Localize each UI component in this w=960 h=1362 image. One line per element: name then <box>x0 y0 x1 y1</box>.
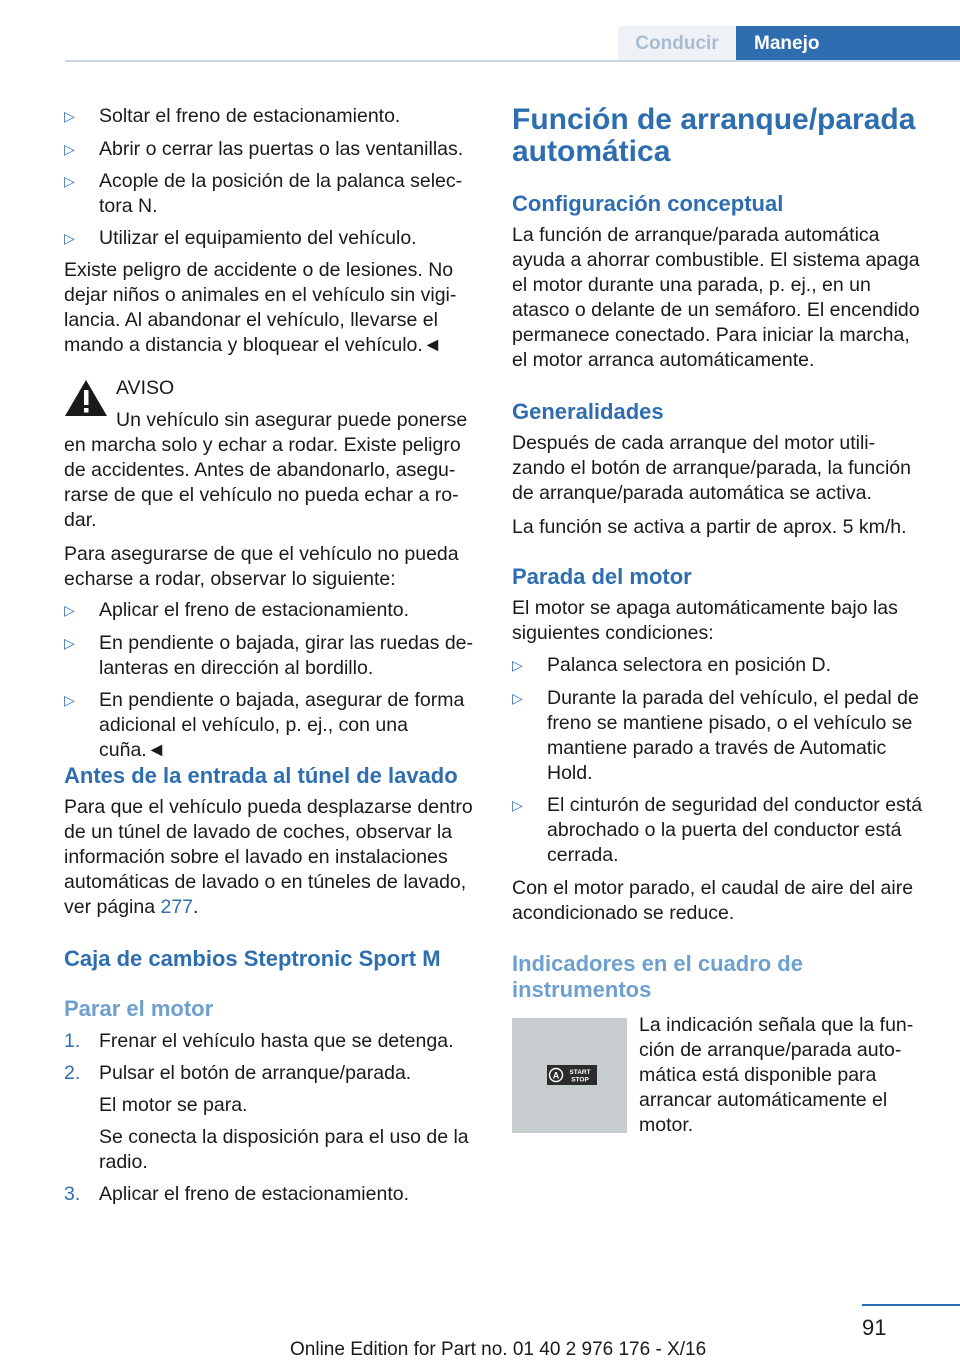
list-item: ▷ En pendiente o bajada, girar las ruedas de‐lanteras en dirección al bordillo. <box>64 632 474 679</box>
list-item: ▷ Aplicar el freno de estacionamiento. <box>64 599 410 621</box>
svg-text:A: A <box>552 1070 560 1081</box>
warning-title: AVISO <box>116 377 175 399</box>
triangle-bullet-icon: ▷ <box>64 635 75 651</box>
paragraph: La indicación señala que la fun‐ción de arranque/parada auto‐mática está disponible para arrancar automáticamente el motor. <box>639 1014 914 1136</box>
auto-start-stop-icon <box>547 1065 597 1085</box>
header-rule <box>65 60 960 62</box>
triangle-bullet-icon: ▷ <box>64 141 75 157</box>
subsection-heading: Indicadores en el cuadro de instrumentos <box>512 951 803 1002</box>
svg-text:START: START <box>569 1069 591 1076</box>
header-tab-manejo[interactable]: Manejo <box>736 26 960 62</box>
instrument-indicator-image <box>512 1018 627 1133</box>
section-heading: Configuración conceptual <box>512 191 784 216</box>
triangle-bullet-icon: ▷ <box>64 602 75 618</box>
paragraph: La función se activa a partir de aprox. 5 km/h. <box>512 516 907 538</box>
step-note: El motor se para. <box>99 1094 248 1116</box>
triangle-bullet-icon: ▷ <box>64 108 75 124</box>
list-item: ▷ Abrir o cerrar las puertas o las ventanillas. <box>64 138 464 160</box>
paragraph: El motor se apaga automáticamente bajo las siguientes condiciones: <box>512 597 898 644</box>
triangle-bullet-icon: ▷ <box>64 230 75 246</box>
list-item: 3. Aplicar el freno de estacionamiento. <box>64 1183 410 1205</box>
list-item: 2. Pulsar el botón de arranque/parada. <box>64 1062 412 1084</box>
list-item: ▷ En pendiente o bajada, asegurar de forma adicional el vehículo, p. ej., con una cuña.◄ <box>64 689 465 761</box>
section-heading: Generalidades <box>512 399 664 424</box>
triangle-bullet-icon: ▷ <box>512 657 523 673</box>
footer-edition: Online Edition for Part no. 01 40 2 976 176 - X/16 <box>290 1339 707 1360</box>
list-item: ▷ Utilizar el equipamiento del vehículo. <box>64 227 417 249</box>
paragraph: Existe peligro de accidente o de lesiones. No dejar niños o animales en el vehículo sin vigi‐lancia. Al abandonar el vehículo, llevarse el mando a distancia y bloquear el vehículo.◄ <box>64 259 457 356</box>
list-item: ▷ Acople de la posición de la palanca selec‐tora N. <box>64 170 463 217</box>
list-item: ▷ Palanca selectora en posición D. <box>512 654 831 676</box>
paragraph: Después de cada arranque del motor utili‐zando el botón de arranque/parada, la función de arranque/parada automática se activa. <box>512 432 911 504</box>
triangle-bullet-icon: ▷ <box>64 692 75 708</box>
step-note: Se conecta la disposición para el uso de la radio. <box>99 1126 469 1173</box>
paragraph: Para asegurarse de que el vehículo no pueda echarse a rodar, observar lo siguiente: <box>64 543 459 590</box>
svg-text:STOP: STOP <box>571 1076 589 1084</box>
paragraph: Con el motor parado, el caudal de aire del aire acondicionado se reduce. <box>512 877 914 924</box>
triangle-bullet-icon: ▷ <box>512 797 523 813</box>
list-item: 1. Frenar el vehículo hasta que se detenga. <box>64 1030 454 1052</box>
triangle-bullet-icon: ▷ <box>512 690 523 706</box>
list-item: ▷ Soltar el freno de estacionamiento. <box>64 105 401 127</box>
section-heading: Caja de cambios Steptronic Sport M <box>64 946 441 971</box>
page-title: Función de arranque/parada automática <box>512 103 916 168</box>
section-heading: Parada del motor <box>512 564 692 589</box>
page-link[interactable]: 277 <box>160 896 194 918</box>
paragraph: Para que el vehículo pueda desplazarse dentro de un túnel de lavado de coches, observar la información sobre el lavado en instalaciones automáticas de lavado o en túneles de lavado, ver página 277. <box>64 796 473 918</box>
warning-triangle-icon <box>64 378 108 418</box>
list-item: ▷ El cinturón de seguridad del conductor está abrochado o la puerta del conductor está cerrada. <box>512 794 923 866</box>
section-heading: Antes de la entrada al túnel de lavado <box>64 763 458 788</box>
warning-text: Un vehículo sin asegurar puede ponerse en marcha solo y echar a rodar. Existe peligro de accidentes. Antes de abandonarlo, asegu‐rarse de que el vehículo no pueda echar a ro‐dar. <box>64 409 468 531</box>
list-item: ▷ Durante la parada del vehículo, el pedal de freno se mantiene pisado, o el vehículo se mantiene parado a través de Automatic Hold. <box>512 687 919 784</box>
page-number: 91 <box>862 1315 887 1340</box>
header-tab-conducir[interactable]: Conducir <box>618 26 736 62</box>
triangle-bullet-icon: ▷ <box>64 173 75 189</box>
footer-rule <box>862 1304 960 1306</box>
subsection-heading: Parar el motor <box>64 996 214 1021</box>
paragraph: La función de arranque/parada automática ayuda a ahorrar combustible. El sistema apaga el motor durante una parada, p. ej., en un atasco o delante de un semáforo. El encendido permanece conectado. Para iniciar la marcha, el motor arranca automáticamente. <box>512 224 920 371</box>
